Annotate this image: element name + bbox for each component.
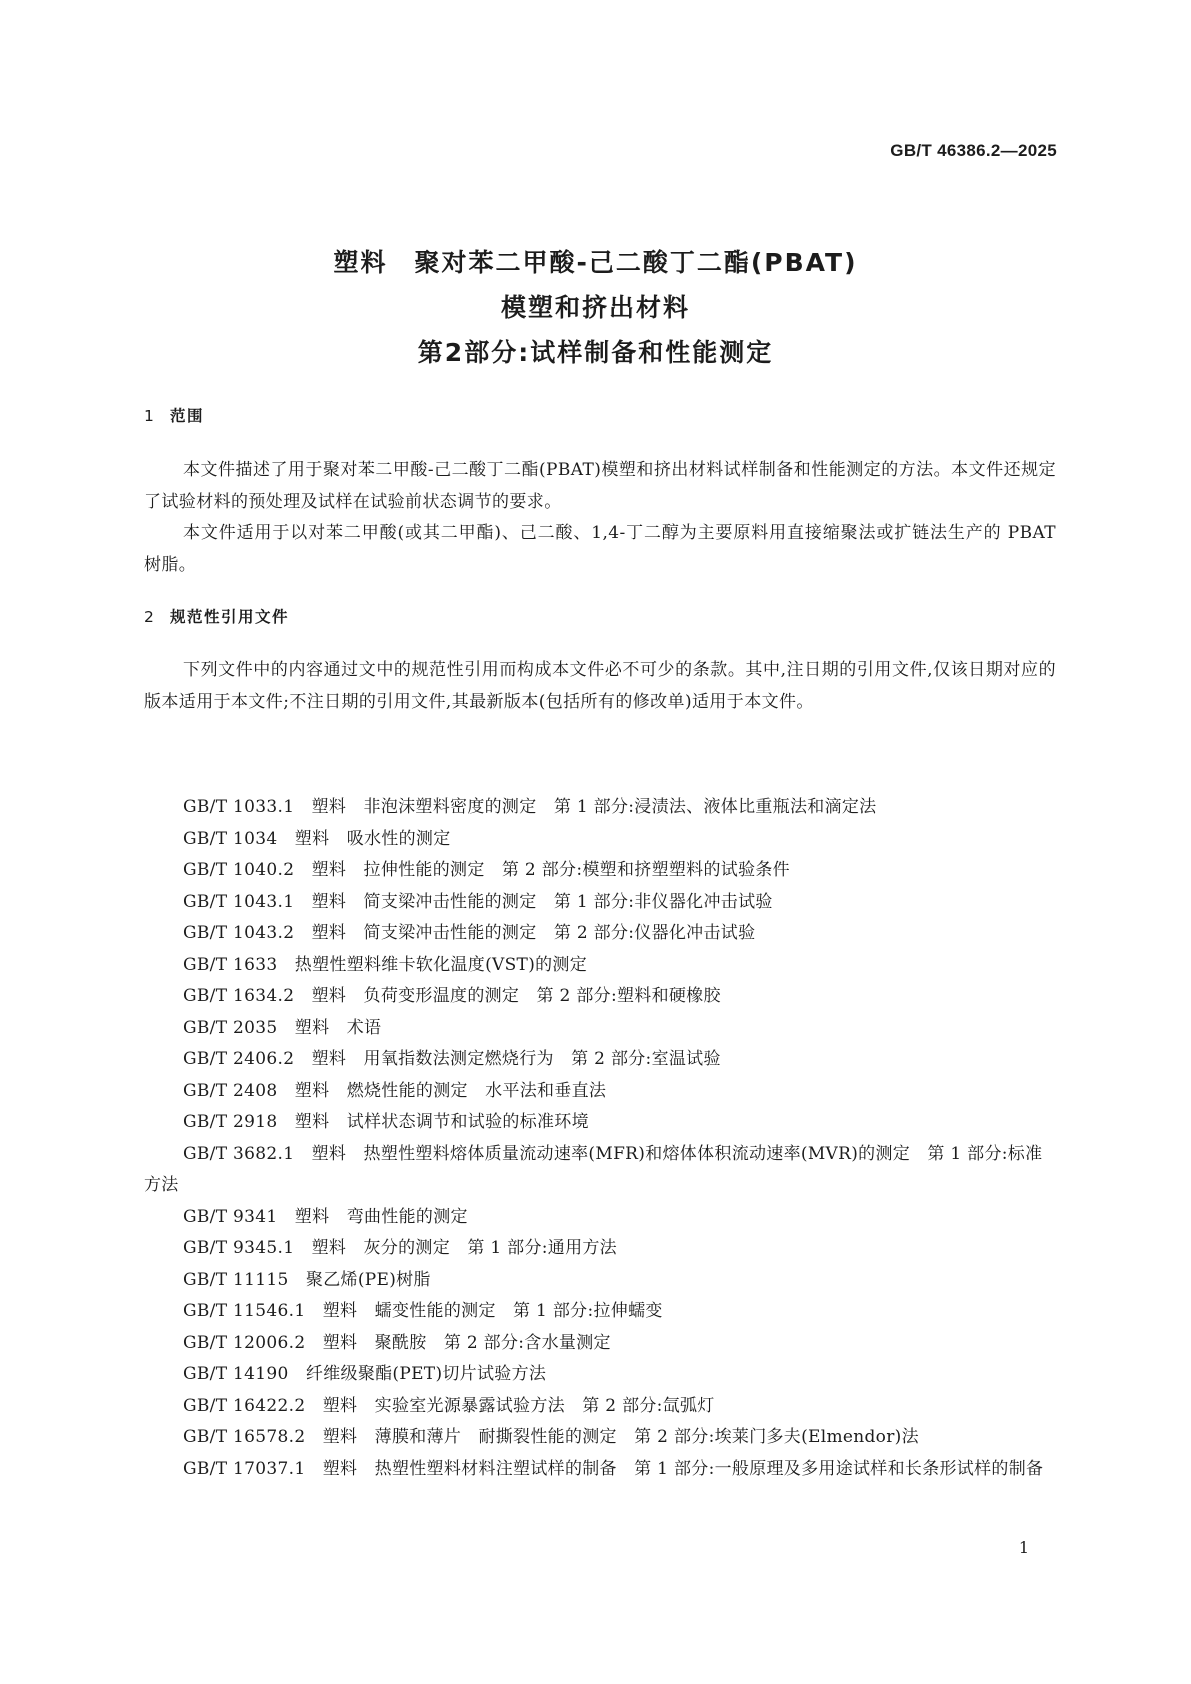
section-1-paragraph-2: 本文件适用于以对苯二甲酸(或其二甲酯)、己二酸、1,4-丁二醇为主要原料用直接缩聚法或扩链法生产的 PBAT 树脂。: [144, 523, 1056, 575]
reference-item: GB/T 16578.2 塑料 薄膜和薄片 耐撕裂性能的测定 第 2 部分:埃莱门多夫(Elmendor)法: [183, 1427, 919, 1447]
reference-item: GB/T 14190 纤维级聚酯(PET)切片试验方法: [183, 1364, 547, 1384]
reference-item: GB/T 9341 塑料 弯曲性能的测定: [183, 1206, 468, 1227]
section-1-title: 范围: [170, 407, 205, 425]
reference-item: GB/T 17037.1 塑料 热塑性塑料材料注塑试样的制备 第 1 部分:一般原理及多用途试样和长条形试样的制备: [183, 1458, 1044, 1479]
reference-item: GB/T 3682.1 塑料 热塑性塑料熔体质量流动速率(MFR)和熔体体积流动速率(MVR)的测定 第 1 部分:标准方法: [144, 1143, 1043, 1195]
page-number: 1: [1018, 1538, 1029, 1557]
standard-number: GB/T 46386.2—2025: [890, 141, 1057, 160]
reference-item: GB/T 1633 热塑性塑料维卡软化温度(VST)的测定: [183, 954, 588, 975]
reference-item: GB/T 1040.2 塑料 拉伸性能的测定 第 2 部分:模塑和挤塑塑料的试验条件: [183, 860, 790, 880]
section-1-paragraph-1: 本文件描述了用于聚对苯二甲酸-己二酸丁二酯(PBAT)模塑和挤出材料试样制备和性能测定的方法。本文件还规定了试验材料的预处理及试样在试验前状态调节的要求。: [144, 460, 1056, 512]
reference-item: GB/T 9345.1 塑料 灰分的测定 第 1 部分:通用方法: [183, 1238, 617, 1258]
reference-item: GB/T 1043.2 塑料 简支梁冲击性能的测定 第 2 部分:仪器化冲击试验: [183, 923, 756, 943]
document-title: [0, 240, 1191, 375]
title-line-3: 第2部分:试样制备和性能测定: [417, 338, 774, 367]
reference-item: GB/T 1043.1 塑料 简支梁冲击性能的测定 第 1 部分:非仪器化冲击试验: [183, 891, 773, 912]
section-1-number: 1: [144, 407, 156, 425]
section-2-intro: 下列文件中的内容通过文中的规范性引用而构成本文件必不可少的条款。其中,注日期的引用文件,仅该日期对应的版本适用于本文件;不注日期的引用文件,其最新版本(包括所有的修改单)适用于本文件。: [144, 660, 1056, 712]
reference-list: [144, 792, 1056, 1485]
section-2-title: 规范性引用文件: [170, 608, 290, 626]
reference-item: GB/T 2408 塑料 燃烧性能的测定 水平法和垂直法: [183, 1080, 607, 1101]
reference-item: GB/T 16422.2 塑料 实验室光源暴露试验方法 第 2 部分:氙弧灯: [183, 1395, 715, 1416]
reference-item: GB/T 12006.2 塑料 聚酰胺 第 2 部分:含水量测定: [183, 1332, 611, 1353]
reference-item: GB/T 1033.1 塑料 非泡沫塑料密度的测定 第 1 部分:浸渍法、液体比重瓶法和滴定法: [183, 797, 877, 817]
section-1-heading: [144, 404, 204, 426]
reference-item: GB/T 2406.2 塑料 用氧指数法测定燃烧行为 第 2 部分:室温试验: [183, 1049, 721, 1069]
reference-item: GB/T 2035 塑料 术语: [183, 1017, 382, 1038]
title-line-1: 塑料 聚对苯二甲酸-己二酸丁二酯(PBAT): [333, 248, 858, 277]
reference-item: GB/T 11546.1 塑料 蠕变性能的测定 第 1 部分:拉伸蠕变: [183, 1301, 663, 1321]
reference-item: GB/T 1634.2 塑料 负荷变形温度的测定 第 2 部分:塑料和硬橡胶: [183, 986, 721, 1006]
reference-item: GB/T 2918 塑料 试样状态调节和试验的标准环境: [183, 1112, 589, 1132]
section-2-heading: [144, 605, 289, 627]
section-2-number: 2: [144, 608, 156, 626]
reference-item: GB/T 1034 塑料 吸水性的测定: [183, 828, 451, 849]
title-line-2: 模塑和挤出材料: [500, 293, 690, 322]
reference-item: GB/T 11115 聚乙烯(PE)树脂: [183, 1269, 431, 1290]
